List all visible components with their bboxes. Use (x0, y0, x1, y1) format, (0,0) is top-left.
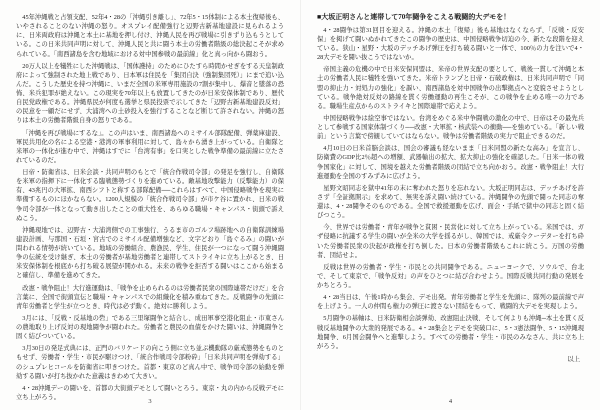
paragraph: 反戦は世界の労働者・学生・市民との共同闘争である。ニューヨークで、ソウルで、台北で、そして東京で、「戦争反対」の声をひとつに結び合わせよう。国際反戦共同行動の発展をかちとろう。 (317, 263, 584, 290)
paragraph: 日帝・防衛省は、日米会談・共同声明のもとで「統合作戦司令部」の発足を強行し、自衛隊を米軍の指揮下に一体化する臨戦態勢づくりを進めている。敵基地攻撃能力（反撃能力）の保有、43兆円の大軍拡、南西シフトと称する部隊配備──これらはすべて、中国侵略戦争を現実に準備するものにほかならない。1200人規模の「統合作戦司令部」が市ケ谷に置かれ、日米の戦争司令部が一体となって動き出したことの重大性を、あらゆる職場・キャンパス・街頭で訴えぬこう。 (16, 169, 284, 222)
paragraph: 4月10日の日米首脳会談は、国会の審議も経ないまま「日米同盟の新たな高み」を宣言し、防衛費のGDP比2％超への増額、武器輸出の拡大、拡大抑止の強化を確認した。「日米一体の戦争国家化」に対して、国境を越えた労働者階級の団結で立ち向かおう。改憲・戦争阻止！大行進運動を全国のすみずみに広げよう。 (317, 145, 584, 180)
closing-text: 以上 (567, 355, 580, 363)
page-right (300, 0, 600, 410)
paragraph: 中国侵略戦争は絵空事ではない。台湾をめぐる米中争闘戦の激化の中で、日帝はその最先兵として参戦する国家体制づくり──改憲・大軍拡・核武装への衝動──を強めている。「新しい戦前」という言葉で傍観していてはならない。戦争は労働者階級の実力で阻止できるのだ。 (317, 114, 584, 141)
paragraph: 今、世界では労働者・青年が戦争と貧困・民営化に対して立ち上がっている。米国では、ガザ侵略に抗議する学生の闘いが全米の大学を揺るがし、韓国では、戒厳令クーデターを打ち砕いた労働者民衆の決起が政権を打ち倒した。日本の労働者階級もこれに続こう。万国の労働者、団結せよ。 (317, 224, 584, 259)
paragraph: 帝国主義の危機の中で日米安保同盟は、米帝の世界支配の要として、戦後一貫して沖縄と本土の労働者人民に犠牲を強いてきた。米帝トランプと日帝・石破政権は、日米共同声明で「同盟の抑止力・対処力の強化」を謳い、南西諸島を対中国戦争の出撃拠点へと変貌させようとしている。戦争絶対反対の路線を貫く労働運動の再生こそが、この戦争を止める唯一の力である。職場生産点からのストライキと国際連帯で応えよう。 (317, 66, 584, 110)
paragraph: 20万人以上を犠牲にした沖縄戦は、「国体護持」のためにひたすら時間かせぎをする天皇制政府によって強制された地上戦であり、日本軍は住民を「集団自決（強制集団死）」にまで追い込んだ。こうした歴史を持つ沖縄に、いまだ全国の米軍専用施設の7割が集中し、爆音と墜落の恐怖、米兵犯罪が絶えない。この現実を70年以上も放置してきたのが日米安保体制であり、歴代自民党政権である。沖縄県民が何度も選挙と県民投票で示してきた「辺野古新基地建設反対」の民意を一顧だにせず、大浦湾への土砂投入を強行することなど断じて許されない。沖縄の怒りは本土の労働者階級自身の怒りである。 (16, 62, 284, 125)
paragraph: 改憲・戦争阻止！大行進運動は、「戦争を止められるのは労働者民衆の国際連帯だけだ」を合言葉に、全国で街頭宣伝と職場・キャンパスでの組織化を積み重ねてきた。反戦闘争の先頭に青年労働者と学生が立つとき、時代は必ず動く。絶対に勝利しよう。 (16, 284, 284, 310)
paragraph: 4・28沖縄デーの闘いを、首都の大街頭デモとして闘いとろう。東京・丸の内から反戦デモに立ち上がろう。 (16, 384, 284, 401)
paragraph: 「沖縄を再び戦場にするな」。この声はいま、南西諸島へのミサイル部隊配備、弾薬庫建設、軍民共用化の名による空港・港湾の軍事利用に対して、島々から湧き上がっている。自衛隊と米軍の一体化が進む中で、沖縄はすでに「台湾有事」を口実とした戦争準備の最前線に立たされているのだ。 (16, 129, 284, 164)
paragraph: 45年沖縄戦と占領支配、52年4・28の「沖縄引き離し」、72年5・15体制による本土復帰後も、いやされることのない沖縄の怒り。オスプレイ配備強行と辺野古新基地建設に見られるように、日米両政府は沖縄と本土に基地を押し付け、沖縄人民を再び戦場に引きずり込もうとしている。この日米共同声明に対して、沖縄人民と共に闘う本土の労働者階級の総決起こそが求められている。「南西諸島を含む地域における対中国参戦の最前線」化と真っ向から闘おう。 (16, 14, 284, 58)
page-left-content (16, 13, 284, 402)
paragraph: 沖縄現地では、辺野古・大浦湾側での工事強行、うるま市のゴルフ場跡地への自衛隊訓練場建設計画、与那国・石垣・宮古でのミサイル配備増強など、文字どおり「島ぐるみ」の闘いが問われる情勢が続いている。地域の労働組合、農漁民、学生、住民が一つになって闘う沖縄闘争の伝統を受け継ぎ、本土の労働者が基地労働者と連帯してストライキに立ち上がるとき、日米安保体制を根底から打ち破る展望が開かれる。未来の戦争を拒否する闘いはここから始まると確信し、準備を進めてきた。 (16, 226, 284, 280)
paragraph: 3月30日の発足式典には、正門のバリケードの向こう側に立ち並ぶ機動隊の厳戒態勢をものともせず、労働者・学生・市民が駆けつけ、「統合作戦司令部粉砕」「日米共同声明を弾劾する」のシュプレヒコールを防衛省に叩きつけた。首都・東京のど真ん中で、戦争司令部の始動を弾劾する闘いが打ち抜かれた意義はきわめて大きい。 (16, 345, 284, 380)
section-heading: ■大坂正明さんと連帯して70年闘争をこえる戦闘的大デモを！ (317, 13, 511, 21)
paragraph: 星野文昭同志を獄中41年の末に奪われた怒りを忘れない。大坂正明同志は、デッチあげを許さず「全証拠開示」を求めて、無実を訴え闘い続けている。沖縄闘争の先頭で闘った同志の奪還は、4・28闘争そのものである。全国で救援運動を広げ、面会・手紙で獄中の同志と固く結びつこう。 (317, 184, 584, 220)
page-right-content (317, 13, 584, 364)
paragraph: 4・28当日は、午後1時から集会、デモ出発。青年労働者と学生を先頭に、隊列の最前線で声を上げよう。一人の仲間も権力の弾圧に渡さない団結をもって、戦闘的大デモを実現しよう。 (317, 294, 584, 311)
page-number: 4 (448, 398, 453, 405)
paragraph: 3月には、「反戦・反基地の砦」である三里塚闘争と結合し、成田軍事空港化阻止・市東さんの農地取り上げ反対の現地闘争が闘われた。労働者と農民の血債をかけた闘いは、沖縄闘争と固く結びついている。 (16, 314, 284, 341)
page-number: 3 (148, 398, 152, 405)
paragraph: 4・28闘争は第31回目を迎える。沖縄の本土「復帰」後も基地はなくならず、「反戦・反安保」を掲げて闘いぬかれてきたこの闘争の歴史は、中国侵略戦争切迫の今、新たな段階を迎えている。狭山・星野・大坂のデッチあげ弾圧を打ち破る闘いと一体で、100％の力を注いで4・28大デモを闘い抜こうではないか。 (317, 26, 584, 62)
paragraph: 5月闘争の基軸は、日米防衛相会談弾劾、改憲阻止決戦、そして何よりも沖縄─本土を貫く反戦反基地闘争の大衆的発展である。4・28集会とデモを突破口に、5・3憲法闘争、5・15沖縄現地闘争、6月国会闘争へと進撃しよう。すべての労働者・学生・市民のみなさん、共に立ち上がろう。 (317, 315, 584, 350)
